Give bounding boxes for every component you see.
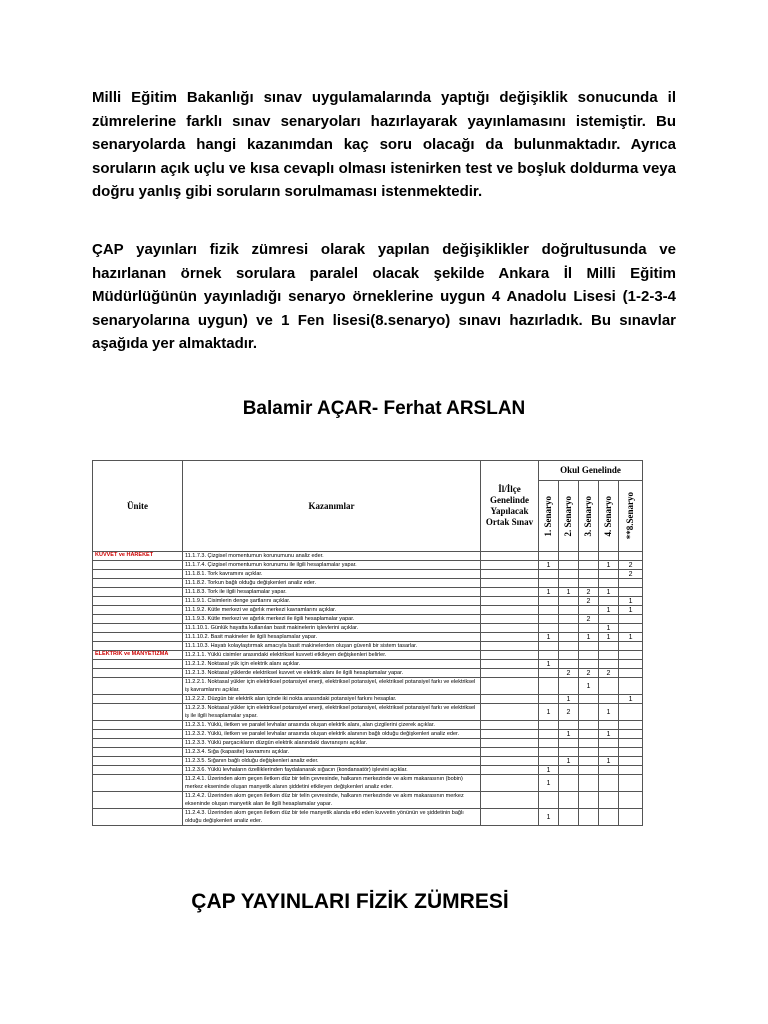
unite-cell: [93, 678, 183, 695]
senaryo-cell: [619, 809, 643, 826]
senaryo-cell: [599, 615, 619, 624]
intro-paragraph-1: Milli Eğitim Bakanlığı sınav uygulamalarında yaptığı değişiklik sonucunda il zümrelerine farklı sınav senaryoları hazırlayarak yayınlamasını istemiştir. Bu senaryolarda hangi kazanımdan kaç soru olacağı da bulunmaktadır. Ayrıca soruların açık uçlu ve kısa cevaplı olması istenirken test ve boşluk doldurma veya doğru yanlış gibi soruların sorulmaması istenmektedir.: [92, 89, 676, 200]
unite-cell: [93, 704, 183, 721]
header-senaryo-3: 3. Senaryo: [579, 481, 599, 552]
senaryo-cell: [619, 552, 643, 561]
kazanim-cell: 11.1.9.3. Kütle merkezi ve ağırlık merkezi ile ilgili hesaplamalar yapar.: [183, 615, 481, 624]
kazanim-cell: 11.2.3.4. Sığa (kapasite) kavramını açıklar.: [183, 748, 481, 757]
unite-cell: [93, 809, 183, 826]
kazanim-cell: 11.1.7.3. Çizgisel momentumun korunumunu analiz eder.: [183, 552, 481, 561]
footer-title: ÇAP YAYINLARI FİZİK ZÜMRESİ: [191, 890, 509, 913]
senaryo-cell: [599, 792, 619, 809]
kazanim-cell: 11.2.4.2. Üzerinden akım geçen iletken düz bir telin çevresinde, halkanın merkezinde ve akım makarasının merkez ekseninde oluşan manyetik alan ile ilgili hesaplamalar yapar.: [183, 792, 481, 809]
kazanim-cell: 11.1.10.3. Hayatı kolaylaştırmak amacıyla basit makinelerden oluşan güvenli bir sistem tasarlar.: [183, 642, 481, 651]
senaryo-cell: 2: [579, 669, 599, 678]
table-row: [93, 739, 643, 748]
senaryo-cell: [559, 721, 579, 730]
ortak-sinav-cell: [481, 552, 539, 561]
table-row: [93, 809, 643, 826]
kazanim-cell: 11.2.3.5. Sığanın bağlı olduğu değişkenleri analiz eder.: [183, 757, 481, 766]
header-senaryo-8: **8.Senaryo: [619, 481, 643, 552]
unite-cell: [93, 615, 183, 624]
senaryo-cell: [599, 739, 619, 748]
kazanim-cell: 11.1.10.2. Basit makineler ile ilgili hesaplamalar yapar.: [183, 633, 481, 642]
senaryo-cell: [619, 588, 643, 597]
unite-cell: [93, 757, 183, 766]
unite-cell: [93, 748, 183, 757]
unite-cell: [93, 588, 183, 597]
ortak-sinav-cell: [481, 597, 539, 606]
senaryo-cell: [559, 642, 579, 651]
senaryo-cell: [539, 642, 559, 651]
table-row: [93, 606, 643, 615]
senaryo-cell: [579, 704, 599, 721]
ortak-sinav-cell: [481, 775, 539, 792]
senaryo-cell: 1: [599, 730, 619, 739]
senaryo-cell: [559, 597, 579, 606]
kazanim-cell: 11.2.2.2. Düzgün bir elektrik alan içinde iki nokta arasındaki potansiyel farkını hesaplar.: [183, 695, 481, 704]
table-row: [93, 678, 643, 695]
ortak-sinav-cell: [481, 757, 539, 766]
senaryo-cell: 1: [559, 695, 579, 704]
senaryo-cell: [599, 552, 619, 561]
senaryo-cell: [579, 757, 599, 766]
senaryo-cell: [539, 739, 559, 748]
senaryo-cell: 2: [559, 669, 579, 678]
senaryo-cell: [599, 766, 619, 775]
ortak-sinav-cell: [481, 730, 539, 739]
authors-heading: Balamir AÇAR- Ferhat ARSLAN: [242, 398, 526, 419]
unite-cell: [93, 721, 183, 730]
senaryo-cell: [579, 570, 599, 579]
kazanim-cell: 11.1.9.1. Cisimlerin denge şartlarını açıklar.: [183, 597, 481, 606]
senaryo-cell: [559, 606, 579, 615]
senaryo-cell: 1: [619, 633, 643, 642]
ortak-sinav-cell: [481, 669, 539, 678]
senaryo-cell: [559, 579, 579, 588]
unite-cell: [93, 570, 183, 579]
senaryo-cell: [559, 570, 579, 579]
senaryo-cell: 2: [599, 669, 619, 678]
unite-cell: [93, 792, 183, 809]
senaryo-cell: [559, 792, 579, 809]
senaryo-cell: [539, 597, 559, 606]
table-row: [93, 757, 643, 766]
senaryo-cell: [619, 757, 643, 766]
unite-cell: [93, 642, 183, 651]
table-row: [93, 642, 643, 651]
senaryo-cell: [619, 624, 643, 633]
ortak-sinav-cell: [481, 588, 539, 597]
senaryo-cell: [579, 579, 599, 588]
kazanim-cell: 11.1.7.4. Çizgisel momentumun korunumu ile ilgili hesaplamalar yapar.: [183, 561, 481, 570]
senaryo-cell: 1: [539, 809, 559, 826]
unite-cell: KUVVET ve HAREKET: [93, 552, 183, 561]
unite-cell: [93, 597, 183, 606]
senaryo-cell: [559, 615, 579, 624]
senaryo-cell: [579, 561, 599, 570]
senaryo-cell: [539, 730, 559, 739]
table-row: [93, 748, 643, 757]
header-senaryo-2: 2. Senaryo: [559, 481, 579, 552]
table-row: [93, 615, 643, 624]
senaryo-cell: [599, 642, 619, 651]
kazanim-cell: 11.2.1.3. Noktasal yüklerde elektriksel kuvvet ve elektrik alanı ile ilgili hesaplamalar yapar.: [183, 669, 481, 678]
senaryo-cell: [599, 775, 619, 792]
senaryo-cell: [559, 809, 579, 826]
ortak-sinav-cell: [481, 642, 539, 651]
ortak-sinav-cell: [481, 792, 539, 809]
senaryo-cell: [579, 660, 599, 669]
senaryo-cell: [619, 775, 643, 792]
kazanim-cell: 11.2.2.1. Noktasal yükler için elektriksel potansiyel enerji, elektriksel potansiyel, elektriksel potansiyel farkı ve elektriksel iş kavramlarını açıklar.: [183, 678, 481, 695]
senaryo-cell: 1: [599, 757, 619, 766]
senaryo-cell: [619, 739, 643, 748]
senaryo-cell: [579, 624, 599, 633]
senaryo-cell: [559, 651, 579, 660]
senaryo-cell: 2: [579, 588, 599, 597]
kazanim-cell: 11.2.4.3. Üzerinden akım geçen iletken düz bir tele manyetik alanda etki eden kuvvetin yönünün ve şiddetinin bağlı olduğu değişkenleri analiz eder.: [183, 809, 481, 826]
kazanim-cell: 11.1.8.1. Tork kavramını açıklar.: [183, 570, 481, 579]
kazanim-cell: 11.1.8.3. Tork ile ilgili hesaplamalar yapar.: [183, 588, 481, 597]
senaryo-cell: [559, 561, 579, 570]
header-senaryo-1: 1. Senaryo: [539, 481, 559, 552]
table-row: [93, 624, 643, 633]
senaryo-cell: 1: [599, 704, 619, 721]
senaryo-cell: 1: [539, 660, 559, 669]
senaryo-cell: [539, 721, 559, 730]
senaryo-cell: [579, 695, 599, 704]
senaryo-cell: [599, 809, 619, 826]
senaryo-cell: [619, 651, 643, 660]
senaryo-cell: [579, 766, 599, 775]
kazanim-cell: 11.2.3.2. Yüklü, iletken ve paralel levhalar arasında oluşan elektrik alanının bağlı olduğu değişkenleri analiz eder.: [183, 730, 481, 739]
senaryo-cell: [579, 739, 599, 748]
senaryo-cell: [579, 606, 599, 615]
table-row: [93, 660, 643, 669]
kazanim-cell: 11.2.3.3. Yüklü parçacıkların düzgün elektrik alanındaki davranışını açıklar.: [183, 739, 481, 748]
ortak-sinav-cell: [481, 651, 539, 660]
senaryo-cell: 2: [619, 561, 643, 570]
senaryo-cell: [559, 748, 579, 757]
table-row: [93, 704, 643, 721]
ortak-sinav-cell: [481, 561, 539, 570]
senaryo-cell: [539, 624, 559, 633]
senaryo-cell: 1: [559, 757, 579, 766]
ortak-sinav-cell: [481, 660, 539, 669]
ortak-sinav-cell: [481, 739, 539, 748]
table-row: [93, 633, 643, 642]
senaryo-cell: [619, 615, 643, 624]
ortak-sinav-cell: [481, 579, 539, 588]
unite-cell: [93, 766, 183, 775]
senaryo-cell: 2: [579, 615, 599, 624]
unite-cell: [93, 624, 183, 633]
table-row: [93, 792, 643, 809]
senaryo-cell: [599, 570, 619, 579]
senaryo-cell: [559, 678, 579, 695]
senaryo-cell: [599, 721, 619, 730]
senaryo-cell: [619, 642, 643, 651]
senaryo-cell: [559, 624, 579, 633]
senaryo-cell: 1: [579, 678, 599, 695]
unite-cell: [93, 739, 183, 748]
senaryo-cell: 1: [539, 775, 559, 792]
ortak-sinav-cell: [481, 721, 539, 730]
senaryo-cell: 1: [539, 588, 559, 597]
senaryo-cell: [539, 792, 559, 809]
senaryo-cell: [539, 695, 559, 704]
table-row: [93, 695, 643, 704]
ortak-sinav-cell: [481, 615, 539, 624]
unite-cell: [93, 606, 183, 615]
senaryo-cell: [539, 552, 559, 561]
senaryo-cell: [539, 651, 559, 660]
unite-cell: [93, 730, 183, 739]
unite-cell: [93, 633, 183, 642]
ortak-sinav-cell: [481, 624, 539, 633]
unite-cell: [93, 561, 183, 570]
kazanim-table: [92, 460, 643, 826]
ortak-sinav-cell: [481, 606, 539, 615]
senaryo-cell: [559, 633, 579, 642]
senaryo-cell: [579, 809, 599, 826]
senaryo-cell: 1: [559, 730, 579, 739]
senaryo-cell: 2: [579, 597, 599, 606]
senaryo-cell: [539, 579, 559, 588]
unite-cell: [93, 579, 183, 588]
ortak-sinav-cell: [481, 633, 539, 642]
table-row: [93, 597, 643, 606]
table-row: [93, 561, 643, 570]
senaryo-cell: 1: [619, 606, 643, 615]
ortak-sinav-cell: [481, 704, 539, 721]
senaryo-cell: [539, 757, 559, 766]
senaryo-cell: [579, 721, 599, 730]
senaryo-cell: 1: [599, 624, 619, 633]
ortak-sinav-cell: [481, 678, 539, 695]
senaryo-cell: [619, 704, 643, 721]
kazanim-cell: 11.2.3.1. Yüklü, iletken ve paralel levhalar arasında oluşan elektrik alanı, alan çizgilerini çizerek açıklar.: [183, 721, 481, 730]
table-row: [93, 669, 643, 678]
table-row: [93, 766, 643, 775]
kazanim-cell: 11.2.1.2. Noktasal yük için elektrik alanı açıklar.: [183, 660, 481, 669]
senaryo-cell: [539, 570, 559, 579]
senaryo-cell: 1: [539, 704, 559, 721]
table-row: [93, 588, 643, 597]
ortak-sinav-cell: [481, 748, 539, 757]
senaryo-cell: [599, 695, 619, 704]
senaryo-cell: 1: [539, 766, 559, 775]
kazanim-cell: 11.2.3.6. Yüklü levhaların özelliklerinden faydalanarak sığacın (kondansatör) işlevini açıklar.: [183, 766, 481, 775]
senaryo-cell: 2: [619, 570, 643, 579]
senaryo-cell: 1: [539, 633, 559, 642]
table-row: [93, 730, 643, 739]
senaryo-cell: [579, 552, 599, 561]
senaryo-cell: [579, 792, 599, 809]
senaryo-cell: [599, 651, 619, 660]
senaryo-cell: [539, 748, 559, 757]
kazanim-cell: 11.2.4.1. Üzerinden akım geçen iletken düz bir telin çevresinde, halkanın merkezinde ve akım makarasının (bobin) merkez ekseninde oluşan manyetik alanın şiddetini etkileyen değişkenleri analiz eder.: [183, 775, 481, 792]
senaryo-cell: 2: [559, 704, 579, 721]
senaryo-cell: 1: [599, 588, 619, 597]
senaryo-cell: [539, 678, 559, 695]
kazanim-cell: 11.2.2.3. Noktasal yükler için elektriksel potansiyel enerji, elektriksel potansiyel, elektriksel potansiyel farkı ve elektriksel iş ile ilgili hesaplamalar yapar.: [183, 704, 481, 721]
senaryo-cell: [559, 552, 579, 561]
header-ortak-sinav: İl/İlçe Genelinde Yapılacak Ortak Sınav: [481, 461, 539, 552]
senaryo-cell: 1: [619, 695, 643, 704]
header-senaryo-4: 4. Senaryo: [599, 481, 619, 552]
senaryo-cell: [579, 642, 599, 651]
kazanim-table-image: [92, 460, 642, 826]
senaryo-cell: 1: [599, 633, 619, 642]
ortak-sinav-cell: [481, 570, 539, 579]
senaryo-cell: [579, 730, 599, 739]
ortak-sinav-cell: [481, 766, 539, 775]
senaryo-cell: [559, 739, 579, 748]
table-row: [93, 570, 643, 579]
table-row: [93, 775, 643, 792]
senaryo-cell: [599, 660, 619, 669]
senaryo-cell: [559, 766, 579, 775]
unite-cell: [93, 660, 183, 669]
unite-cell: ELEKTRİK ve MANYETİZMA: [93, 651, 183, 660]
senaryo-cell: [619, 660, 643, 669]
table-row: [93, 552, 643, 561]
senaryo-cell: [539, 606, 559, 615]
senaryo-cell: [579, 748, 599, 757]
kazanim-cell: 11.1.9.2. Kütle merkezi ve ağırlık merkezi kavramlarını açıklar.: [183, 606, 481, 615]
unite-cell: [93, 695, 183, 704]
senaryo-cell: [599, 678, 619, 695]
table-row: [93, 651, 643, 660]
senaryo-cell: 1: [619, 597, 643, 606]
kazanim-cell: 11.1.8.2. Torkun bağlı olduğu değişkenleri analiz eder.: [183, 579, 481, 588]
senaryo-cell: [619, 748, 643, 757]
senaryo-cell: [559, 660, 579, 669]
intro-paragraph-2: ÇAP yayınları fizik zümresi olarak yapılan değişiklikler doğrultusunda ve hazırlanan örnek sorulara paralel olacak şekilde Ankara İl Milli Eğitim Müdürlüğünün yayınladığı senaryo örneklerine uygun 4 Anadolu Lisesi (1-2-3-4 senaryolarına uygun) ve 1 Fen lisesi(8.senaryo) sınavı hazırladık. Bu sınavlar aşağıda yer almaktadır.: [92, 241, 676, 352]
senaryo-cell: [539, 615, 559, 624]
table-row: [93, 579, 643, 588]
senaryo-cell: 1: [579, 633, 599, 642]
unite-cell: [93, 669, 183, 678]
kazanim-cell: 11.2.1.1. Yüklü cisimler arasındaki elektriksel kuvveti etkileyen değişkenleri belirler.: [183, 651, 481, 660]
senaryo-cell: 1: [539, 561, 559, 570]
senaryo-cell: 1: [599, 606, 619, 615]
senaryo-cell: [559, 775, 579, 792]
senaryo-cell: [619, 766, 643, 775]
senaryo-cell: [539, 669, 559, 678]
senaryo-cell: [619, 730, 643, 739]
header-okul-genelinde: Okul Genelinde: [539, 461, 643, 481]
senaryo-cell: [619, 669, 643, 678]
header-kazanimlar: Kazanımlar: [183, 461, 481, 552]
ortak-sinav-cell: [481, 695, 539, 704]
ortak-sinav-cell: [481, 809, 539, 826]
senaryo-cell: [599, 597, 619, 606]
header-unite: Ünite: [93, 461, 183, 552]
senaryo-cell: [619, 721, 643, 730]
senaryo-cell: [619, 678, 643, 695]
kazanim-cell: 11.1.10.1. Günlük hayatta kullanılan basit makinelerin işlevlerini açıklar.: [183, 624, 481, 633]
senaryo-cell: [599, 579, 619, 588]
senaryo-cell: [579, 775, 599, 792]
senaryo-cell: [619, 579, 643, 588]
unite-cell: [93, 775, 183, 792]
senaryo-cell: [619, 792, 643, 809]
senaryo-cell: [579, 651, 599, 660]
senaryo-cell: 1: [559, 588, 579, 597]
senaryo-cell: 1: [599, 561, 619, 570]
table-row: [93, 721, 643, 730]
senaryo-cell: [599, 748, 619, 757]
